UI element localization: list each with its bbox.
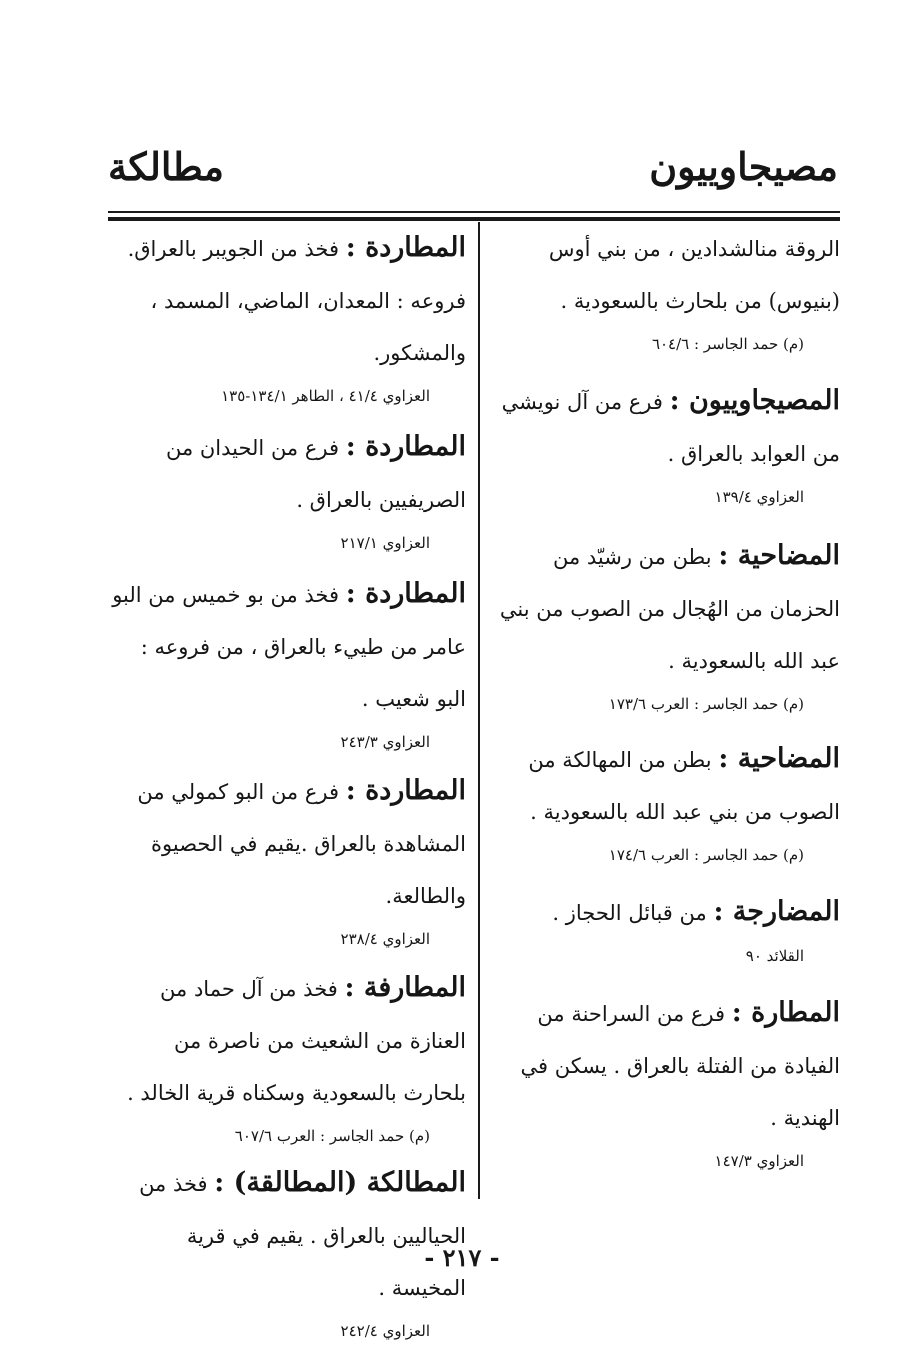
entry-body: فخذ من الجويبر بالعراق. فروعه : المعدان، الماضي، المسمد ، والمشكور. <box>127 237 466 365</box>
entry-reference: القلائد ٩٠ <box>745 947 804 965</box>
entry-title: المطارة : <box>731 997 840 1028</box>
entry-text <box>492 222 840 327</box>
column-divider <box>478 222 480 1199</box>
entry <box>108 568 466 757</box>
entry-text <box>492 987 840 1144</box>
entry-reference: العزاوي ٤١/٤ ، الطاهر ١٣٤/١-١٣٥ <box>221 387 430 405</box>
entry-body: فخذ من آل حماد من العنازة من الشعيث من ناصرة من بلحارث بالسعودية وسكناه قرية الخالد . <box>127 977 466 1105</box>
entry-text <box>492 530 840 687</box>
entry-reference: (م) حمد الجاسر : ٦٠٤/٦ <box>651 335 804 353</box>
entry-body: فخذ من الحياليين بالعراق . يقيم في قرية المخيسة . <box>139 1172 466 1300</box>
entry-title: المطالكة (المطالقة) : <box>214 1167 466 1198</box>
header-rule-thick <box>108 217 840 221</box>
running-header-left: مطالكة <box>108 144 225 189</box>
entry-title: المصيجاوييون : <box>669 385 840 416</box>
entry-title: المضارجة : <box>713 896 840 927</box>
entry-reference: العزاوي ٢٣٨/٤ <box>340 930 430 948</box>
entry-body: فرع من السراحنة من الفيادة من الفتلة بالعراق . يسكن في الهندية . <box>520 1002 840 1130</box>
entry-title: المطاردة : <box>345 578 466 609</box>
entry-text <box>492 733 840 838</box>
entry-title: المطارفة : <box>344 972 466 1003</box>
entry-body: فرع من آل نويشي من العوابد بالعراق . <box>501 390 840 466</box>
entry-text <box>108 222 466 379</box>
entry <box>108 222 466 411</box>
right-column <box>492 222 840 1176</box>
entry-text <box>108 1157 466 1314</box>
entry-text <box>492 375 840 480</box>
entry <box>492 222 840 359</box>
left-column <box>108 222 466 1346</box>
entry <box>108 962 466 1151</box>
entry-reference: (م) حمد الجاسر : العرب ١٧٣/٦ <box>608 695 804 713</box>
entry-body: الروقة منالشدادين ، من بني أوس (بنيوس) من بلحارث بالسعودية . <box>548 237 840 313</box>
entry-text <box>492 886 840 939</box>
page-number: - ٢١٧ - <box>424 1243 500 1272</box>
entry-text <box>108 568 466 725</box>
entry-body: بطن من المهالكة من الصوب من بني عبد الله بالسعودية . <box>528 748 840 824</box>
entry <box>492 987 840 1176</box>
entry-text <box>108 962 466 1119</box>
entry-text <box>108 421 466 526</box>
entry-title: المطاردة : <box>345 775 466 806</box>
entry-reference: العزاوي ٢١٧/١ <box>340 534 430 552</box>
entry <box>492 886 840 971</box>
entry-body: فخذ من بو خميس من البو عامر من طييء بالعراق ، من فروعه : البو شعيب . <box>112 583 466 711</box>
entry <box>108 765 466 954</box>
entry <box>492 530 840 719</box>
entry-reference: العزاوي ١٣٩/٤ <box>714 488 804 506</box>
entry-title: المطاردة : <box>345 431 466 462</box>
entry-reference: العزاوي ٢٤٣/٣ <box>340 733 430 751</box>
entry-body: فرع من الحيدان من الصريفيين بالعراق . <box>165 436 466 512</box>
entry-reference: العزاوي ٢٤٢/٤ <box>340 1322 430 1340</box>
entry-text <box>108 765 466 922</box>
header-rule-thin <box>108 211 840 213</box>
entry-title: المضاحية : <box>718 540 840 571</box>
entry <box>108 421 466 558</box>
entry-reference: (م) حمد الجاسر : العرب ١٧٤/٦ <box>608 846 804 864</box>
entry-body: من قبائل الحجاز . <box>552 901 707 925</box>
entry-body: فرع من البو كمولي من المشاهدة بالعراق .يقيم في الحصيوة والطالعة. <box>137 780 466 908</box>
entry-title: المضاحية : <box>718 743 840 774</box>
entry-title: المطاردة : <box>345 232 466 263</box>
entry-reference: العزاوي ١٤٧/٣ <box>714 1152 804 1170</box>
entry <box>492 375 840 512</box>
running-header-right: مصيجاوييون <box>649 144 838 189</box>
entry-reference: (م) حمد الجاسر : العرب ٦٠٧/٦ <box>234 1127 430 1145</box>
entry <box>492 733 840 870</box>
entry-body: بطن من رشيّد من الحزمان من الهُجال من الصوب من بني عبد الله بالسعودية . <box>499 545 840 673</box>
